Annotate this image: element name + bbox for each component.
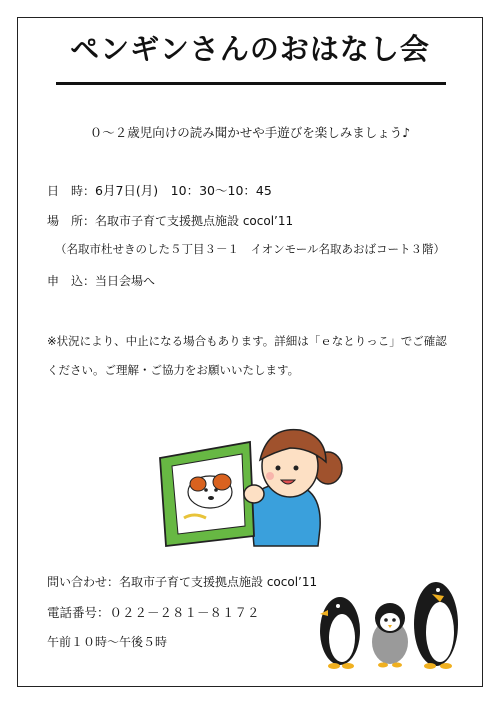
- apply-row: [47, 272, 155, 289]
- place-note: （名取市杜せきのした５丁目３－１ イオンモール名取あおばコート３階）: [55, 242, 445, 256]
- date-label: 日 時：: [47, 184, 96, 198]
- place-label: 場 所：: [47, 214, 96, 228]
- place-value: 名取市子育て支援拠点施設 cocol’11: [95, 214, 294, 228]
- hours-line: 午前１０時～午後５時: [47, 635, 168, 649]
- tagline: ０～２歳児向けの読み聞かせや手遊びを楽しみましょう♪: [89, 125, 411, 140]
- notice-line-1: ※状況により、中止になる場合もあります。詳細は「ｅなとりっこ」でご確認: [47, 334, 447, 348]
- reading-woman-illustration: [150, 418, 355, 550]
- penguins-illustration: [312, 576, 467, 671]
- title-underline: [56, 82, 446, 85]
- notice-line-2: ください。ご理解・ご協力をお願いいたします。: [47, 363, 300, 377]
- place-row: [47, 212, 293, 229]
- apply-value: 当日会場へ: [95, 274, 156, 288]
- apply-label: 申 込：: [47, 274, 96, 288]
- date-row: [47, 181, 272, 199]
- inquiry-line: 問い合わせ：名取市子育て支援拠点施設 cocol’11: [47, 575, 318, 589]
- date-value: 6月7日(月) 10：30～10：45: [95, 183, 272, 198]
- phone-line: 電話番号：０２２－２８１－８１７２: [47, 605, 260, 620]
- page-title: ペンギンさんのおはなし会: [70, 32, 430, 66]
